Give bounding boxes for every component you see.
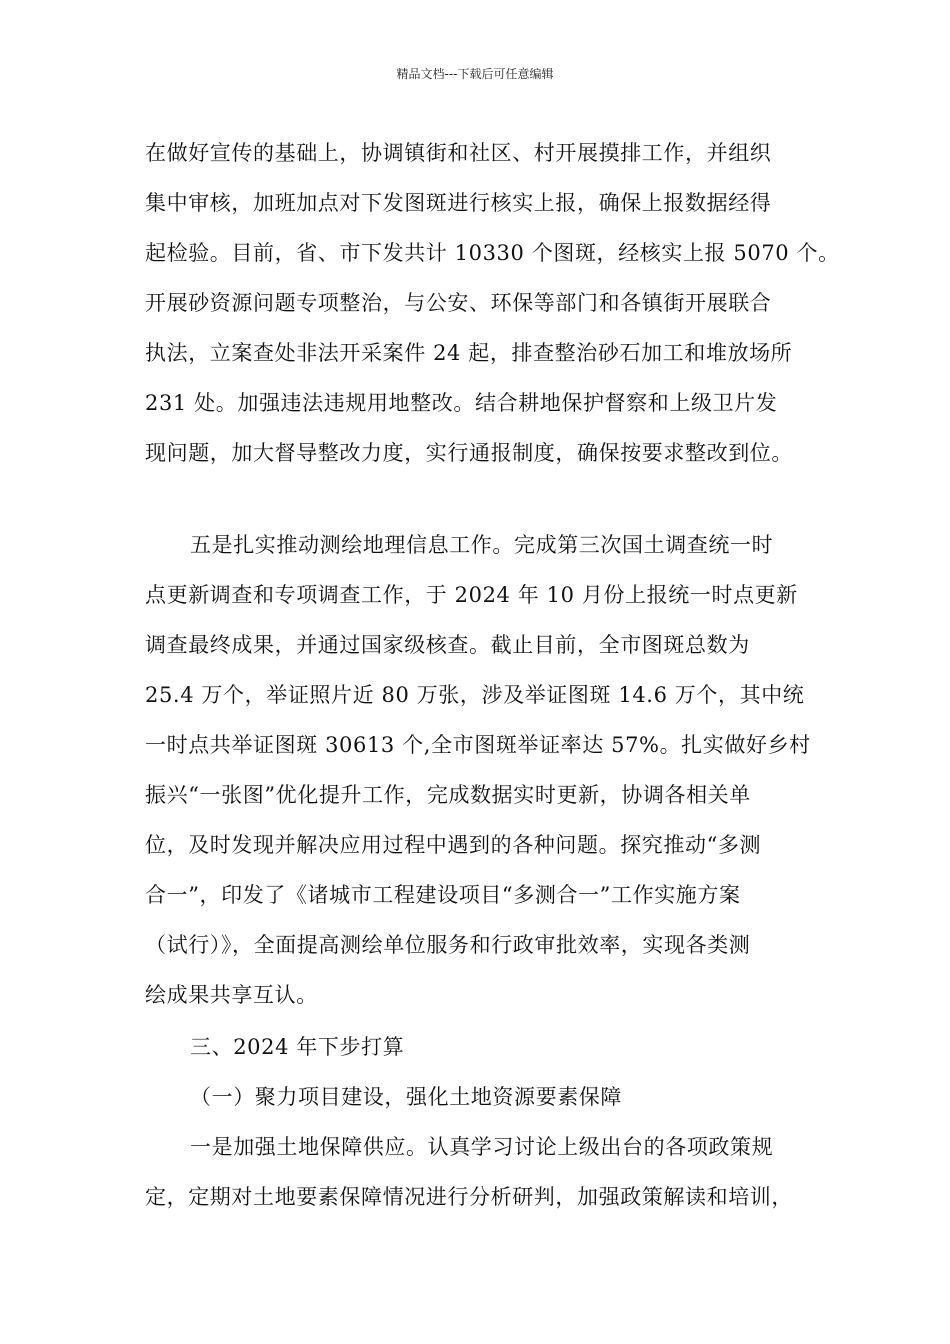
body-line: 现问题，加大督导整改力度，实行通报制度，确保按要求整改到位。 xyxy=(145,441,793,465)
paragraph-first-line: 五是扎实推动测绘地理信息工作。完成第三次国土调查统一时 xyxy=(190,533,774,557)
body-line: 在做好宣传的基础上，协调镇街和社区、村开展摸排工作，并组织 xyxy=(145,141,772,165)
body-line: 点更新调查和专项调查工作，于 2024 年 10 月份上报统一时点更新 xyxy=(145,583,798,607)
body-line: 振兴“一张图”优化提升工作，完成数据实时更新，协调各相关单 xyxy=(145,783,751,807)
body-line: （试行）》，全面提高测绘单位服务和行政审批效率，实现各类测 xyxy=(145,933,751,957)
body-line: 一时点共举证图斑 30613 个,全市图斑举证率达 57%。扎实做好乡村 xyxy=(145,733,811,757)
body-line: 绘成果共享互认。 xyxy=(145,983,318,1007)
body-line: 集中审核，加班加点对下发图斑进行核实上报，确保上报数据经得 xyxy=(145,191,772,215)
body-line: 执法，立案查处非法开采案件 24 起，排查整治砂石加工和堆放场所 xyxy=(145,341,793,365)
section-heading: 三、2024 年下步打算 xyxy=(190,1035,405,1059)
body-line: 25.4 万个，举证照片近 80 万张，涉及举证图斑 14.6 万个，其中统 xyxy=(145,683,805,707)
paragraph-first-line: 一是加强土地保障供应。认真学习讨论上级出台的各项政策规 xyxy=(190,1135,774,1159)
body-line: 开展砂资源问题专项整治，与公安、环保等部门和各镇街开展联合 xyxy=(145,291,772,315)
body-line: 位，及时发现并解决应用过程中遇到的各种问题。探究推动“多测 xyxy=(145,833,762,857)
page-header: 精品文档---下载后可任意编辑 xyxy=(396,67,554,81)
body-line: 定，定期对土地要素保障情况进行分析研判，加强政策解读和培训， xyxy=(145,1185,793,1209)
body-line: 231 处。加强违法违规用地整改。结合耕地保护督察和上级卫片发 xyxy=(145,391,778,415)
body-line: 合一”，印发了《诸城市工程建设项目“多测合一”工作实施方案 xyxy=(145,883,741,907)
body-line: 起检验。目前，省、市下发共计 10330 个图斑，经核实上报 5070 个。 xyxy=(145,241,840,265)
body-line: 调查最终成果，并通过国家级核查。截止目前，全市图斑总数为 xyxy=(145,633,750,657)
subsection-heading: （一）聚力项目建设，强化土地资源要素保障 xyxy=(190,1085,622,1109)
